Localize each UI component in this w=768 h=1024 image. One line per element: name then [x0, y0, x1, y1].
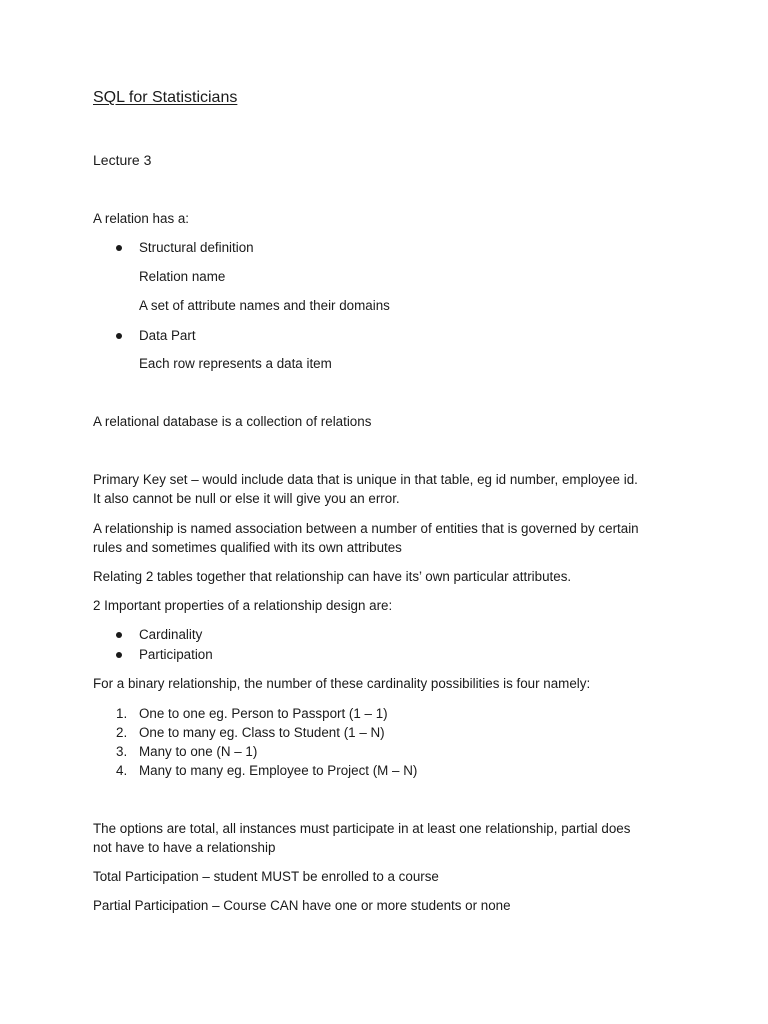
relationship-def-line-1: A relationship is named association between a number of entities that is governed by certain	[93, 521, 639, 536]
primary-key-line-2: It also cannot be null or else it will give you an error.	[93, 491, 400, 506]
list-number: 3.	[116, 744, 128, 759]
sub-item-data-row: Each row represents a data item	[139, 356, 332, 371]
total-participation-paragraph: Total Participation – student MUST be enrolled to a course	[93, 869, 439, 884]
bullet-marker	[116, 245, 122, 251]
list-number: 1.	[116, 706, 128, 721]
page-title: SQL for Statisticians	[93, 89, 238, 106]
list-number: 4.	[116, 763, 128, 778]
properties-intro: 2 Important properties of a relationship design are:	[93, 598, 393, 613]
sub-item-relation-name: Relation name	[139, 269, 226, 284]
relational-db-paragraph: A relational database is a collection of relations	[93, 414, 372, 429]
lecture-heading: Lecture 3	[93, 152, 152, 168]
list-number: 2.	[116, 725, 128, 740]
bullet-marker	[116, 632, 122, 638]
partial-participation-paragraph: Partial Participation – Course CAN have one or more students or none	[93, 898, 511, 913]
sub-item-attribute-names: A set of attribute names and their domains	[139, 298, 390, 313]
cardinality-item: One to many eg. Class to Student (1 – N)	[139, 725, 385, 740]
cardinality-item: One to one eg. Person to Passport (1 – 1)	[139, 706, 388, 721]
cardinality-item: Many to many eg. Employee to Project (M – N)	[139, 763, 418, 778]
bullet-marker	[116, 652, 122, 658]
property-cardinality: Cardinality	[139, 627, 203, 642]
bullet-structural-definition: Structural definition	[139, 240, 254, 255]
property-participation: Participation	[139, 647, 213, 662]
binary-intro: For a binary relationship, the number of these cardinality possibilities is four namely:	[93, 676, 591, 691]
relating-tables-paragraph: Relating 2 tables together that relationship can have its’ own particular attributes.	[93, 569, 572, 584]
options-line-1: The options are total, all instances must participate in at least one relationship, partial does	[93, 821, 631, 836]
primary-key-line-1: Primary Key set – would include data that is unique in that table, eg id number, employee id.	[93, 472, 638, 487]
options-line-2: not have to have a relationship	[93, 840, 276, 855]
bullet-marker	[116, 333, 122, 339]
bullet-data-part: Data Part	[139, 328, 196, 343]
relation-intro: A relation has a:	[93, 211, 190, 226]
relationship-def-line-2: rules and sometimes qualified with its own attributes	[93, 540, 402, 555]
cardinality-item: Many to one (N – 1)	[139, 744, 258, 759]
